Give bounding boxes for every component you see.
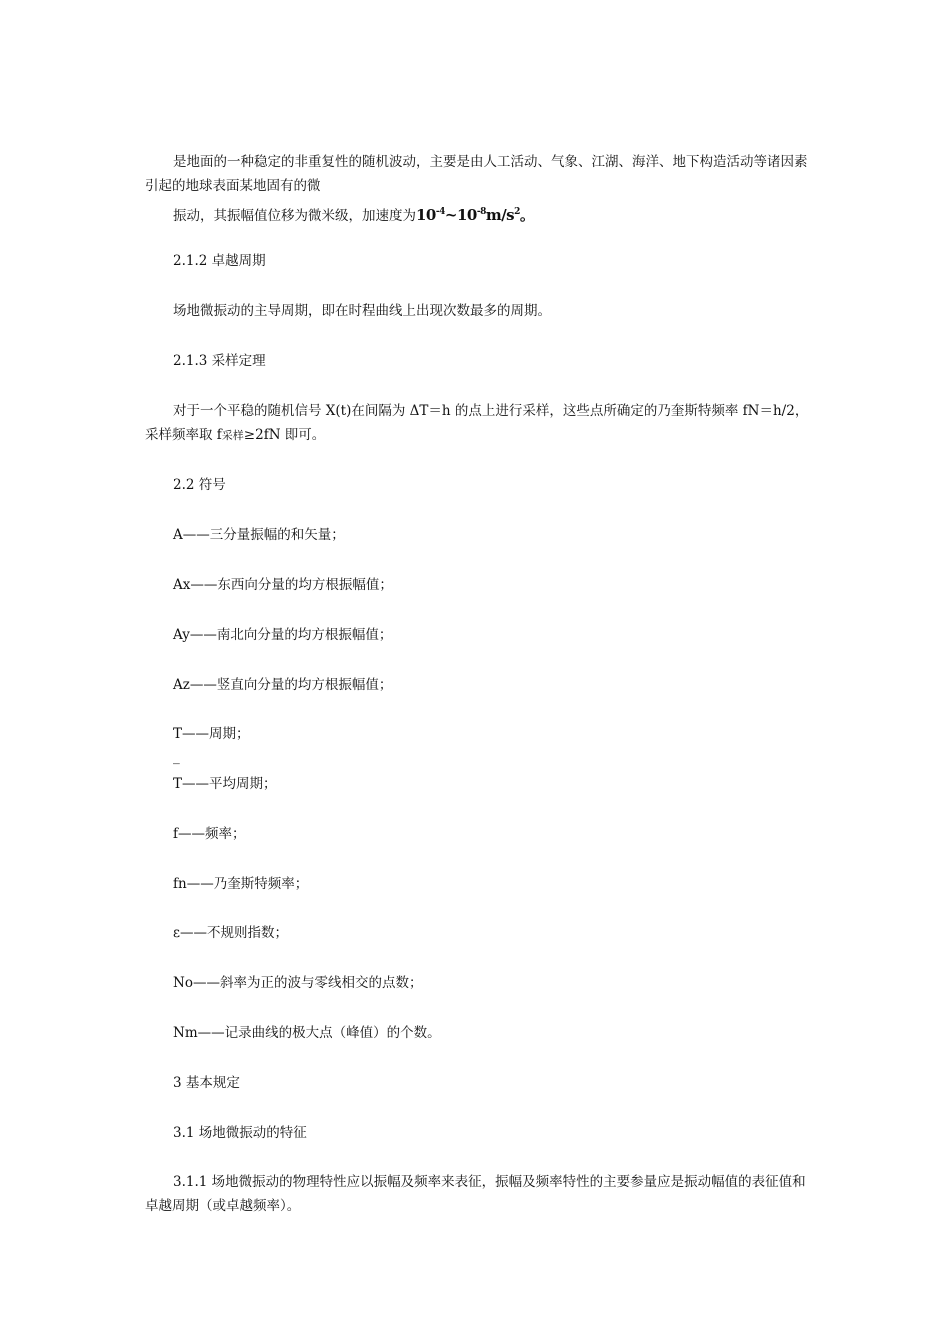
section-heading-3-1: 3.1 场地微振动的特征 (173, 1125, 307, 1141)
definition-3-1-1: 3.1.1 场地微振动的物理特性应以振幅及频率来表征，振幅及频率特性的主要参量应是振动幅值的表征值和卓越周期（或卓越频率）。 (145, 1174, 806, 1214)
section-heading-2-1-3: 2.1.3 采样定理 (173, 353, 266, 369)
symbol-Az: Az——竖直向分量的均方根振幅值； (173, 677, 393, 693)
symbol-No: No——斜率为正的波与零线相交的点数； (173, 975, 423, 991)
definition-2-1-2: 场地微振动的主导周期，即在时程曲线上出现次数最多的周期。 (173, 303, 551, 319)
symbol-T: T——周期； (173, 726, 250, 742)
intro-line-1: 是地面的一种稳定的非重复性的随机波动，主要是由人工活动、气象、江湖、海洋、地下构造活动等诸因素引起的地球表面某地固有的微 (145, 154, 808, 194)
subscript-sampling: 采样 (221, 429, 244, 442)
section-heading-3: 3 基本规定 (173, 1075, 240, 1091)
intro-paragraph-2 (145, 200, 838, 228)
symbol-fn: fn——乃奎斯特频率； (173, 876, 309, 892)
acceleration-formula: $10^{-4}\sim 10^{-8}m/s^2$。 (416, 206, 535, 224)
symbol-A: A——三分量振幅的和矢量； (173, 527, 345, 543)
intro-line-2: 振动，其振幅值位移为微米级，加速度为 (173, 208, 416, 224)
symbol-Nm: Nm——记录曲线的极大点（峰值）的个数。 (173, 1025, 441, 1041)
definition-2-1-3: 对于一个平稳的随机信号 X(t)在间隔为 ΔT＝h 的点上进行采样，这些点所确定的乃奎斯特频率 fN＝h/2，采样频率取 f采样≥2fN 即可。 (145, 403, 809, 443)
section-heading-2-2: 2.2 符号 (173, 477, 226, 493)
symbol-Tbar: T——平均周期； (173, 776, 277, 792)
section-heading-2-1-2: 2.1.2 卓越周期 (173, 253, 266, 269)
symbol-Tbar-overline: _ (173, 749, 180, 765)
intro-paragraph (145, 150, 810, 198)
symbol-Ay: Ay——南北向分量的均方根振幅值； (173, 627, 393, 643)
symbol-f: f——频率； (173, 826, 246, 842)
symbol-epsilon: ε——不规则指数； (173, 925, 288, 941)
symbol-Ax: Ax——东西向分量的均方根振幅值； (173, 577, 393, 593)
